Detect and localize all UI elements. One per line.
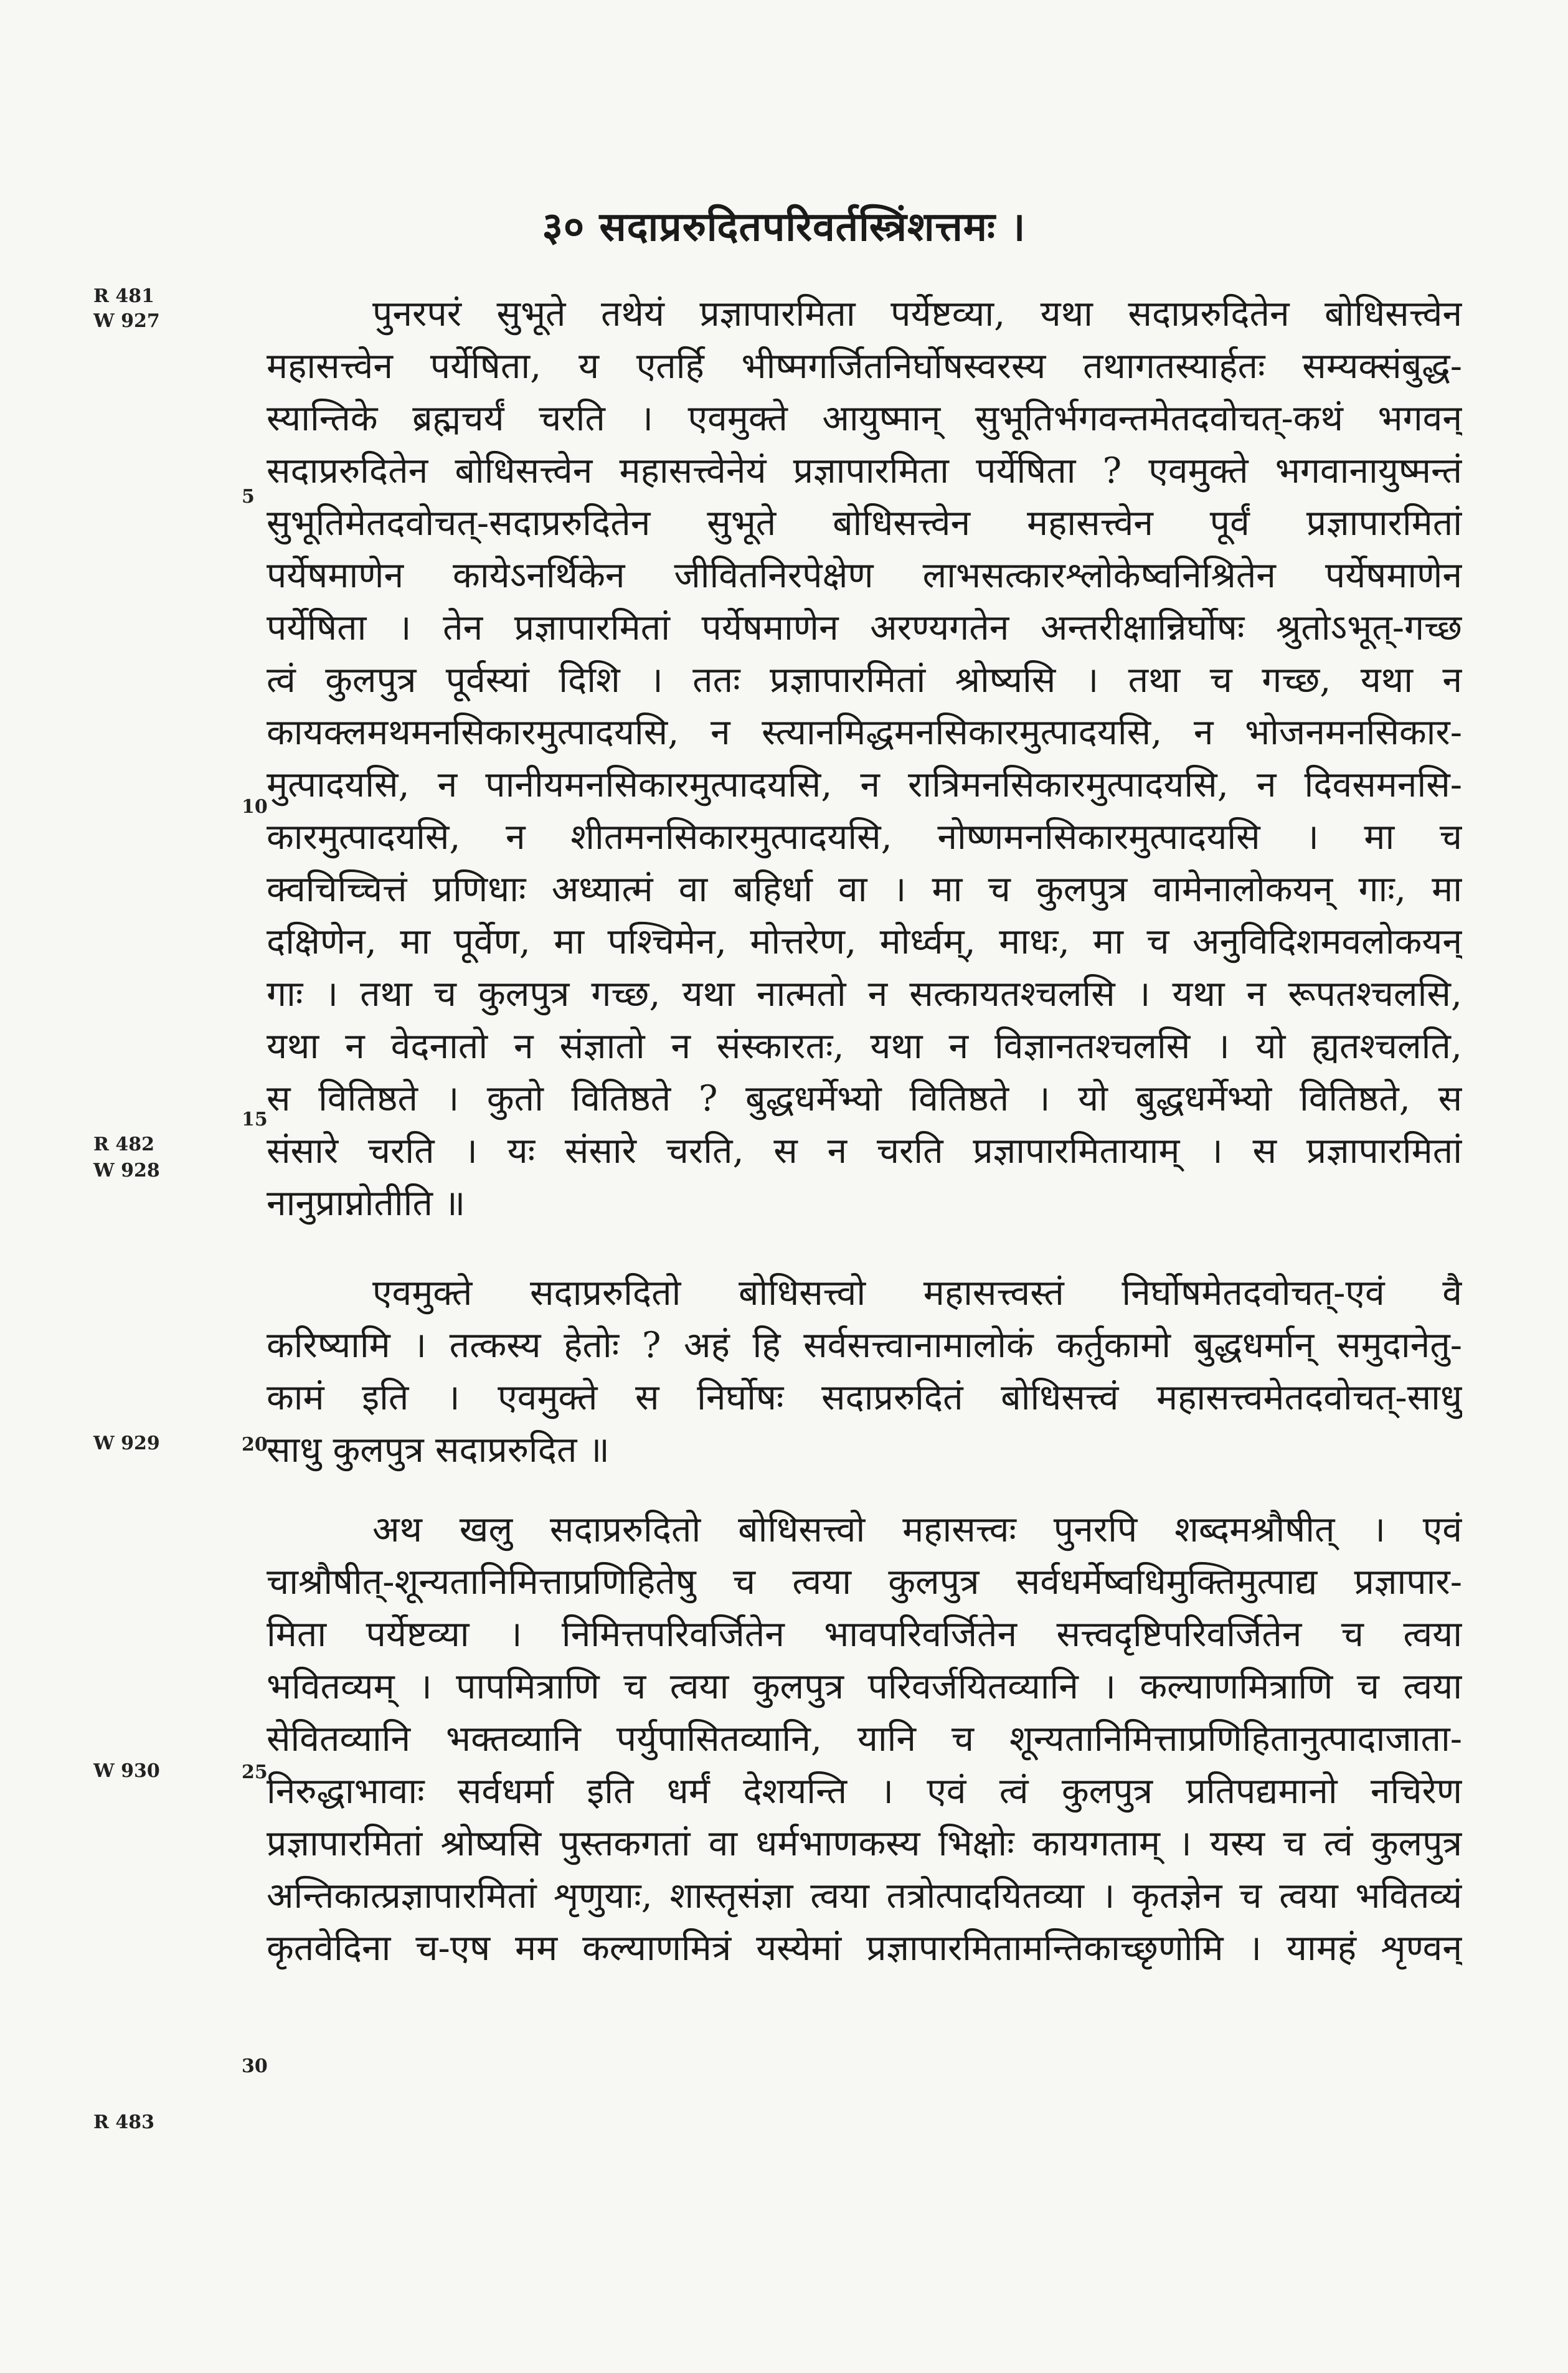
text-line: एवमुक्ते सदाप्ररुदितो बोधिसत्त्वो महासत्त्वस्तं निर्घोषमेतदवोचत्-एवं वै [372, 1272, 1462, 1314]
margin-ref-r482: R 482 [93, 1134, 154, 1155]
line-number: 25 [242, 1761, 268, 1783]
text-line: पुनरपरं सुभूते तथेयं प्रज्ञापारमिता पर्येष्टव्या, यथा सदाप्ररुदितेन बोधिसत्त्वेन [372, 293, 1462, 334]
text-line: निरुद्धाभावाः सर्वधर्मा इति धर्मं देशयन्ति । एवं त्वं कुलपुत्र प्रतिपद्यमानो नचिरेण [267, 1771, 1462, 1812]
text-line: पर्येषिता । तेन प्रज्ञापारमितां पर्येषमाणेन अरण्यगतेन अन्तरीक्षान्निर्घोषः श्रुतोऽभूत्-गच्छ [267, 607, 1462, 648]
text-line: यथा न वेदनातो न संज्ञातो न संस्कारतः, यथा न विज्ञानतश्चलसि । यो ह्यतश्चलति, [267, 1026, 1462, 1067]
line-number: 20 [242, 1434, 268, 1456]
text-line: गाः । तथा च कुलपुत्र गच्छ, यथा नात्मतो न सत्कायतश्चलसि । यथा न रूपतश्चलसि, [267, 973, 1462, 1015]
text-line: मिता पर्येष्टव्या । निमित्तपरिवर्जितेन भावपरिवर्जितेन सत्त्वदृष्टिपरिवर्जितेन च त्वया [267, 1614, 1462, 1655]
text-line: साधु कुलपुत्र सदाप्ररुदित ॥ [267, 1429, 610, 1471]
text-line: कृतवेदिना च-एष मम कल्याणमित्रं यस्येमां प्रज्ञापारमितामन्तिकाच्छृणोमि । यामहं शृण्वन् [267, 1928, 1462, 1969]
text-line: प्रज्ञापारमितां श्रोष्यसि पुस्तकगतां वा धर्मभाणकस्य भिक्षोः कायगताम् । यस्य च त्वं कुलपुत्र [267, 1823, 1462, 1864]
margin-ref-r483: R 483 [93, 2111, 154, 2133]
line-number: 15 [242, 1109, 268, 1130]
text-line: सुभूतिमेतदवोचत्-सदाप्ररुदितेन सुभूते बोधिसत्त्वेन महासत्त्वेन पूर्वं प्रज्ञापारमितां [267, 503, 1462, 544]
text-line: अथ खलु सदाप्ररुदितो बोधिसत्त्वो महासत्त्वः पुनरपि शब्दमश्रौषीत् । एवं [372, 1509, 1462, 1550]
line-number: 5 [242, 486, 255, 508]
text-line: भवितव्यम् । पापमित्राणि च त्वया कुलपुत्र परिवर्जयितव्यानि । कल्याणमित्राणि च त्वया [267, 1666, 1462, 1707]
chapter-title: ३० सदाप्ररुदितपरिवर्तस्त्रिंशत्तमः । [542, 204, 1026, 250]
margin-ref-w928: W 928 [93, 1160, 160, 1182]
text-line: स्यान्तिके ब्रह्मचर्यं चरति । एवमुक्ते आयुष्मान् सुभूतिर्भगवन्तमेतदवोचत्-कथं भगवन् [267, 398, 1462, 439]
text-line: त्वं कुलपुत्र पूर्वस्यां दिशि । ततः प्रज्ञापारमितां श्रोष्यसि । तथा च गच्छ, यथा न [267, 660, 1462, 701]
text-line: पर्येषमाणेन कायेऽनर्थिकेन जीवितनिरपेक्षेण लाभसत्कारश्लोकेष्वनिश्रितेन पर्येषमाणेन [267, 555, 1462, 596]
text-line: स वितिष्ठते । कुतो वितिष्ठते ? बुद्धधर्मेभ्यो वितिष्ठते । यो बुद्धधर्मेभ्यो वितिष्ठते, स [267, 1078, 1462, 1119]
text-line: कामं इति । एवमुक्ते स निर्घोषः सदाप्ररुदितं बोधिसत्त्वं महासत्त्वमेतदवोचत्-साधु [267, 1377, 1462, 1418]
text-line: करिष्यामि । तत्कस्य हेतोः ? अहं हि सर्वसत्त्वानामालोकं कर्तुकामो बुद्धधर्मान् समुदानेतु- [267, 1325, 1462, 1366]
margin-ref-w927: W 927 [93, 310, 160, 332]
text-line: संसारे चरति । यः संसारे चरति, स न चरति प्रज्ञापारमितायाम् । स प्रज्ञापारमितां [267, 1130, 1462, 1172]
text-line: नानुप्राप्नोतीति ॥ [267, 1183, 466, 1224]
text-line: क्वचिच्चित्तं प्रणिधाः अध्यात्मं वा बहिर्धा वा । मा च कुलपुत्र वामेनालोकयन् गाः, मा [267, 869, 1462, 910]
text-line: दक्षिणेन, मा पूर्वेण, मा पश्चिमेन, मोत्तरेण, मोर्ध्वम्, माधः, मा च अनुविदिशमवलोकयन् [267, 921, 1462, 962]
text-line: सेवितव्यानि भक्तव्यानि पर्युपासितव्यानि, यानि च शून्यतानिमित्ताप्रणिहितानुत्पादाजाता- [267, 1718, 1462, 1760]
margin-ref-w930: W 930 [93, 1760, 160, 1782]
text-line: कारमुत्पादयसि, न शीतमनसिकारमुत्पादयसि, नोष्णमनसिकारमुत्पादयसि । मा च [267, 817, 1462, 858]
margin-ref-r481: R 481 [93, 285, 154, 307]
text-line: सदाप्ररुदितेन बोधिसत्त्वेन महासत्त्वेनेयं प्रज्ञापारमिता पर्येषिता ? एवमुक्ते भगवानायुष्मन्तं [267, 450, 1462, 491]
margin-ref-w929: W 929 [93, 1433, 160, 1454]
text-line: चाश्रौषीत्-शून्यतानिमित्ताप्रणिहितेषु च त्वया कुलपुत्र सर्वधर्मेष्वधिमुक्तिमुत्पाद्य प्रज्ञापार- [267, 1561, 1462, 1603]
text-line: मुत्पादयसि, न पानीयमनसिकारमुत्पादयसि, न रात्रिमनसिकारमुत्पादयसि, न दिवसमनसि- [267, 764, 1462, 805]
text-line: अन्तिकात्प्रज्ञापारमितां शृणुयाः, शास्तृसंज्ञा त्वया तत्रोत्पादयितव्या । कृतज्ञेन च त्वया भवितव्यं [267, 1875, 1462, 1916]
text-line: कायक्लमथमनसिकारमुत्पादयसि, न स्त्यानमिद्धमनसिकारमुत्पादयसि, न भोजनमनसिकार- [267, 712, 1462, 753]
line-number: 10 [242, 796, 268, 818]
text-line: महासत्त्वेन पर्येषिता, य एतर्हि भीष्मगर्जितनिर्घोषस्वरस्य तथागतस्यार्हतः सम्यक्संबुद्ध- [267, 346, 1462, 387]
line-number: 30 [242, 2055, 268, 2077]
